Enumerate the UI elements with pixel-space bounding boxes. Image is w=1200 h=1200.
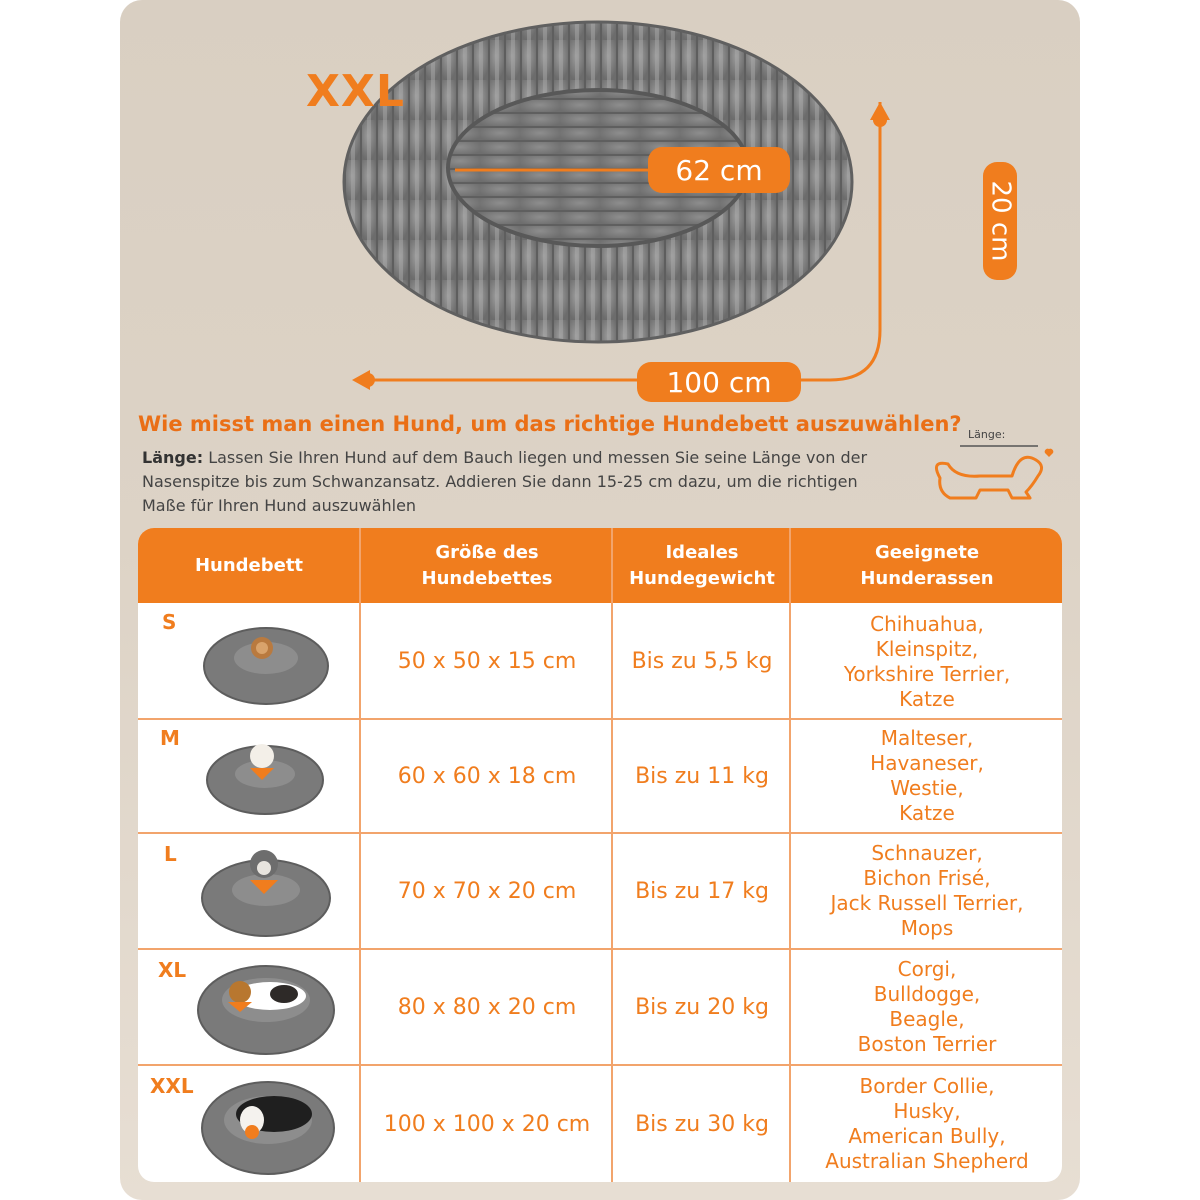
weight-xl: Bis zu 20 kg [635,994,769,1020]
row-size-m: M [160,726,180,750]
breeds-xxl [792,1066,1062,1182]
bed-thumb-m [200,734,330,820]
header-breeds: Geeignete Hunderassen [860,541,994,589]
inner-diameter-label: 62 cm [648,147,790,193]
row-size-xl: XL [158,958,187,982]
breed-item: Mops [900,916,954,940]
breed-item: Malteser, [880,726,974,750]
height-label-text: 20 cm [985,180,1016,262]
breed-item: Beagle, [889,1007,965,1031]
height-label [983,162,1017,280]
breed-item: Yorkshire Terrier, [843,661,1011,686]
header-size: Größe des Hundebettes [421,541,553,589]
breed-item: Katze [899,801,955,825]
breed-item: Chihuahua, [870,611,984,636]
outer-diameter-label: 100 cm [637,362,801,402]
header-bed: Hundebett [194,554,304,576]
dog-measure-icon [920,420,1060,510]
breed-item: Corgi, [897,957,957,981]
dog-measure-icon-label: Länge: [968,428,1006,441]
measure-question: Wie misst man einen Hund, um das richtige Hundebett auszuwählen? [138,412,962,436]
breeds-s [792,605,1062,718]
row-size-s: S [162,610,177,634]
breed-item: Katze [899,686,955,711]
breeds-m [792,720,1062,832]
column-divider [359,528,361,1182]
dimensions-xl: 80 x 80 x 20 cm [397,994,577,1020]
bed-thumb-xl [192,954,340,1060]
breed-item: Westie, [890,776,964,800]
dog-bed-image [120,0,1080,420]
breeds-xl [792,950,1062,1064]
breed-item: Jack Russell Terrier, [830,891,1024,915]
breed-item: Bulldogge, [873,982,981,1006]
breed-item: Husky, [893,1099,961,1123]
row-size-xxl: XXL [150,1074,194,1098]
weight-xxl: Bis zu 30 kg [635,1111,769,1137]
dimensions-m: 60 x 60 x 18 cm [397,763,577,789]
dimensions-xxl: 100 x 100 x 20 cm [383,1111,591,1137]
dimensions-s: 50 x 50 x 15 cm [397,649,577,674]
size-table [138,528,1062,1182]
bed-thumb-xxl [196,1070,340,1178]
breed-item: Schnauzer, [871,841,983,865]
length-text: Lassen Sie Ihren Hund auf dem Bauch liegen und messen Sie seine Länge von der Nasenspitze bis zum Schwanzansatz. Addieren Sie dann 15-25 cm dazu, um die richtigen Maße für Ihren Hund auszuwählen [142,448,868,515]
dimensions-l: 70 x 70 x 20 cm [397,878,577,904]
weight-l: Bis zu 17 kg [635,878,769,904]
length-label: Länge: [142,448,204,467]
bed-thumb-l [194,840,338,940]
breed-item: Kleinspitz, [875,636,979,661]
measure-description [142,446,882,518]
breed-item: American Bully, [848,1124,1006,1148]
bed-thumb-s [196,618,336,708]
breed-item: Boston Terrier [857,1032,997,1056]
hero-size-label: XXL [306,66,405,117]
header-weight: Ideales Hundegewicht [629,541,775,589]
breed-item: Australian Shepherd [825,1149,1029,1173]
weight-s: Bis zu 5,5 kg [631,649,773,674]
breeds-l [792,834,1062,948]
weight-m: Bis zu 11 kg [635,763,769,789]
breed-item: Bichon Frisé, [863,866,991,890]
row-size-l: L [164,842,177,866]
breed-item: Border Collie, [859,1074,995,1098]
breed-item: Havaneser, [870,751,984,775]
